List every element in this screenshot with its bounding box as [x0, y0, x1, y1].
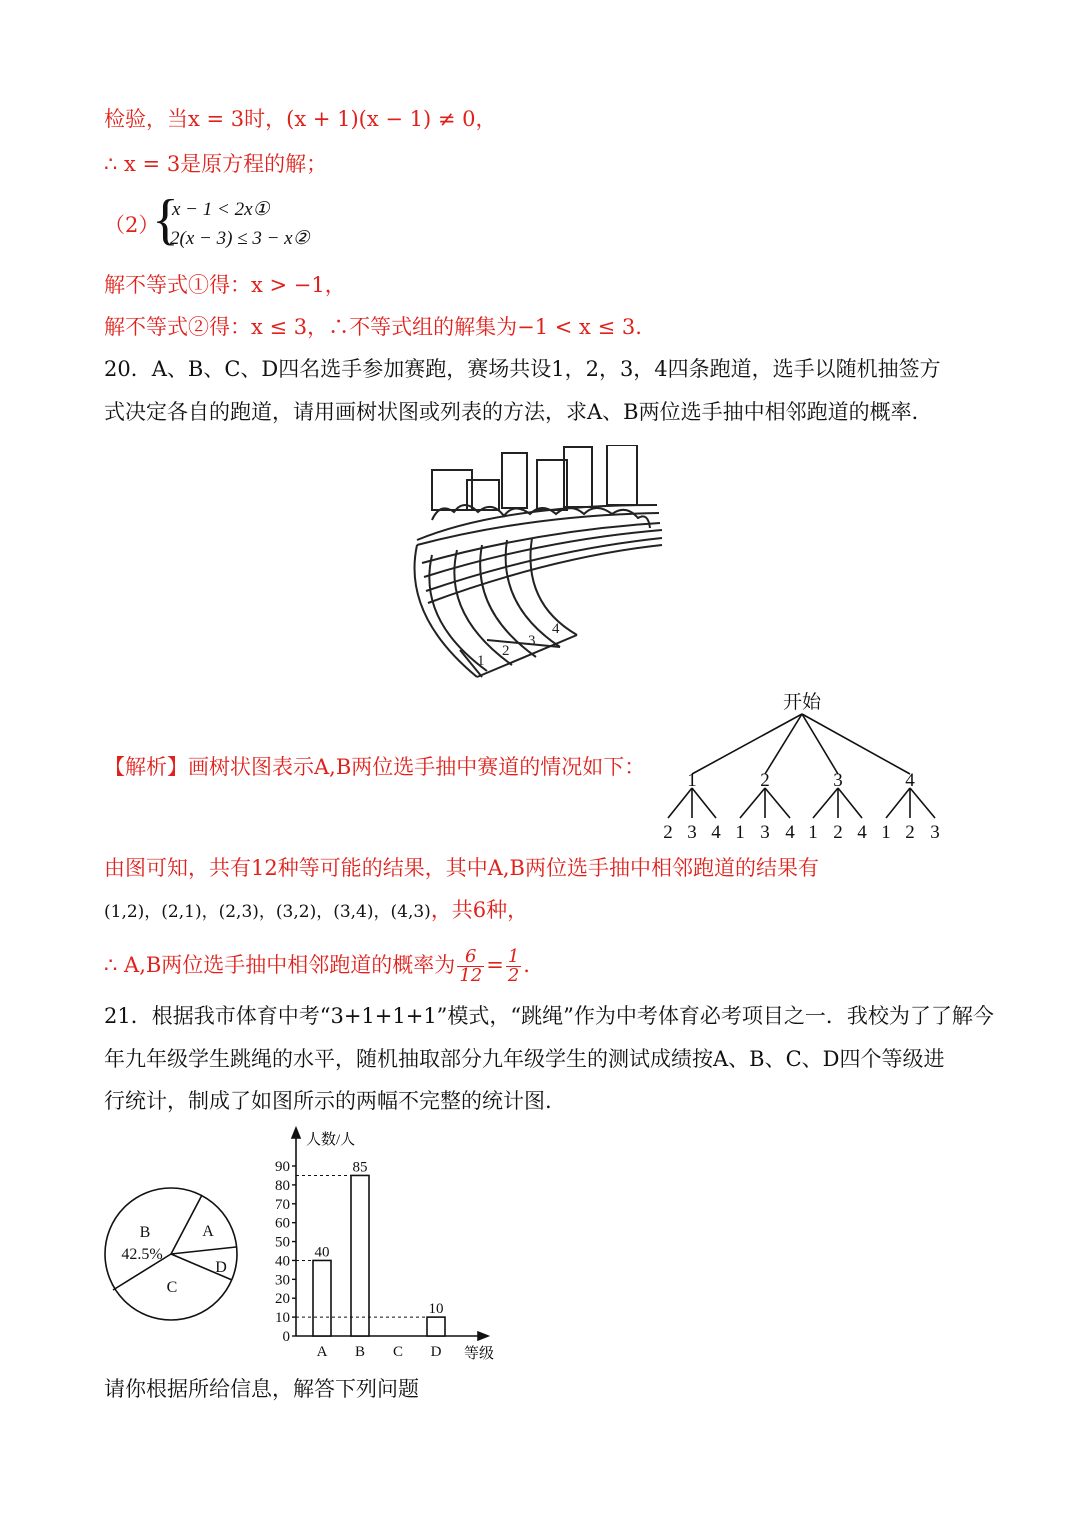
ineq1-line: 解不等式①得：x > −1，: [104, 273, 346, 297]
check-line: 检验，当x = 3时，(x + 1)(x − 1) ≠ 0，: [104, 107, 497, 131]
pie-slice-divider: [171, 1247, 236, 1254]
q21-line1: 21．根据我市体育中考“3+1+1+1”模式，“跳绳”作为中考体育必考项目之一．我校为了了解今: [104, 1004, 994, 1028]
fraction-6-12: [457, 948, 484, 985]
x-axis-label: 等级: [464, 1346, 495, 1362]
lane-label: 1: [477, 653, 485, 669]
x-tick-label: B: [354, 1344, 366, 1360]
system-eq2: 2(x − 3) ≤ 3 − x②: [170, 228, 310, 249]
q21-line2: 年九年级学生跳绳的水平，随机抽取部分九年级学生的测试成绩按A、B、C、D四个等级进: [104, 1047, 945, 1071]
bar-data-label: 85: [352, 1159, 368, 1176]
x-axis-arrow: [478, 1332, 488, 1340]
solution20-pairs-line: [104, 895, 528, 927]
ineq2-line: 解不等式②得：x ≤ 3，∴不等式组的解集为−1 < x ≤ 3.: [104, 315, 642, 339]
tree-node-l1: 4: [905, 770, 915, 791]
q20-line2: 式决定各自的跑道，请用画树状图或列表的方法，求A、B两位选手抽中相邻跑道的概率．: [104, 400, 933, 424]
y-tick-label: 90: [275, 1159, 290, 1175]
pie-label-b: B: [139, 1224, 151, 1241]
prob-prefix: ∴ A,B两位选手抽中相邻跑道的概率为: [104, 953, 456, 977]
q21-footer: 请你根据所给信息，解答下列问题: [104, 1377, 419, 1401]
lane-label: 2: [502, 643, 510, 659]
tree-node-l1: 3: [833, 770, 843, 791]
track-illustration: [412, 445, 672, 680]
pairs-list: (1,2)，(2,1)，(2,3)，(3,2)，(3,4)，(4,3): [104, 902, 431, 922]
pie-chart: [98, 1180, 248, 1330]
bar: [351, 1175, 369, 1336]
y-tick-label: 10: [275, 1310, 290, 1327]
x-tick-label: C: [392, 1344, 404, 1360]
frac-numerator: 1: [507, 946, 520, 967]
frac-denominator: 12: [459, 965, 483, 986]
tree-diagram: [650, 688, 950, 848]
root-line: ∴ x = 3是原方程的解；: [104, 152, 328, 176]
tree-leaf: 2: [905, 822, 915, 843]
system-brace: {: [152, 189, 179, 251]
bar-data-label: 40: [314, 1244, 330, 1261]
equals-sign: =: [486, 953, 504, 977]
y-tick-label: 40: [275, 1253, 290, 1270]
y-axis-arrow: [292, 1128, 300, 1138]
y-tick-label: 20: [275, 1291, 290, 1308]
tree-leaf: 3: [760, 822, 770, 843]
tree-node-l1: 1: [687, 770, 697, 791]
bar-chart: [266, 1122, 526, 1367]
q20-line1: 20．A、B、C、D四名选手参加赛跑，赛场共设1，2，3，4四条跑道，选手以随机抽签方: [104, 357, 941, 381]
y-tick-label: 60: [275, 1215, 290, 1232]
x-tick-label: A: [316, 1344, 328, 1360]
tree-root: 开始: [782, 692, 822, 713]
frac-numerator: 6: [457, 948, 484, 967]
tree-leaf: 3: [687, 822, 697, 843]
pairs-tail: ，共6种，: [430, 898, 529, 922]
y-tick-label: 50: [275, 1234, 290, 1251]
tree-leaf: 4: [857, 822, 867, 843]
solution20-probability: [104, 945, 530, 985]
tree-leaf: 4: [785, 822, 795, 843]
solution20-result: 由图可知，共有12种等可能的结果，其中A,B两位选手抽中相邻跑道的结果有: [104, 856, 819, 880]
y-tick-label: 30: [275, 1272, 290, 1289]
prob-end: .: [523, 953, 530, 977]
pie-percent-b: 42.5%: [121, 1246, 163, 1263]
pie-slice-divider: [171, 1195, 202, 1254]
q21-line3: 行统计，制成了如图所示的两幅不完整的统计图.: [104, 1089, 552, 1113]
bar-data-label: 10: [428, 1301, 444, 1318]
tree-leaf: 2: [663, 822, 673, 843]
y-axis-label: 人数/人: [306, 1132, 356, 1148]
pie-label-d: D: [215, 1259, 227, 1276]
lane-label: 4: [552, 621, 560, 637]
tree-branches: [668, 714, 935, 818]
bar: [427, 1317, 445, 1336]
solution20-intro: 【解析】画树状图表示A,B两位选手抽中赛道的情况如下：: [104, 755, 646, 779]
tree-node-l1: 2: [760, 770, 770, 791]
y-tick-label: 0: [282, 1329, 290, 1345]
bar: [313, 1260, 331, 1336]
fraction-1-2: [506, 948, 521, 985]
tree-leaf: 1: [735, 822, 745, 843]
lane-label: 3: [528, 633, 536, 649]
pie-label-c: C: [166, 1279, 178, 1296]
system-eq1: x − 1 < 2x①: [172, 199, 270, 220]
tree-leaf: 3: [930, 822, 940, 843]
y-tick-label: 80: [275, 1177, 290, 1194]
tree-leaf: 2: [833, 822, 843, 843]
tree-leaf: 1: [808, 822, 818, 843]
frac-denominator: 2: [507, 965, 520, 986]
x-tick-label: D: [430, 1344, 442, 1360]
tree-leaf: 1: [881, 822, 891, 843]
system-label: （2）: [104, 213, 160, 237]
pie-label-a: A: [202, 1223, 214, 1240]
y-tick-label: 70: [275, 1196, 290, 1213]
tree-leaf: 4: [711, 822, 721, 843]
